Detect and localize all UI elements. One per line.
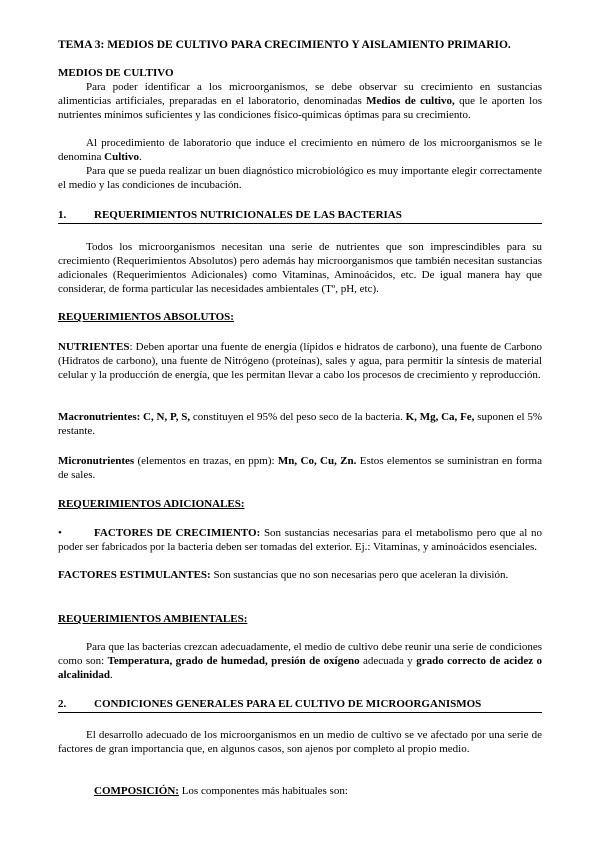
section-1-intro: Todos los microorganismos necesitan una serie de nutrientes que son imprescindibles para su crecimiento (Requerimientos Absolutos) pero además hay microorganismos que también necesitan sustancias adicionales (Requerimientos Adicionales) como Vitaminas, Aminoácidos, etc. De igual manera hay que considerar, de forma particular las necesidades ambientales (Tº, pH, etc). (58, 241, 542, 295)
ambientales-paragraph: Para que las bacterias crezcan adecuadamente, el medio de cultivo debe reunir una serie de condiciones como son: Temperatura, grado de humedad, presión de oxígeno adecuada y grado correcto de acidez o alcalinidad. (58, 641, 542, 681)
medios-heading: MEDIOS DE CULTIVO (58, 67, 174, 79)
adicionales-heading: REQUERIMIENTOS ADICIONALES: (58, 498, 245, 510)
document-title: TEMA 3: MEDIOS DE CULTIVO PARA CRECIMIENTO Y AISLAMIENTO PRIMARIO. (58, 39, 511, 51)
composicion-line: COMPOSICIÓN: Los componentes más habituales son: (94, 785, 348, 797)
ambientales-heading: REQUERIMIENTOS AMBIENTALES: (58, 613, 248, 625)
section-1-number: 1. (58, 209, 67, 221)
medios-paragraph-1: Para poder identificar a los microorganismos, se debe observar su crecimiento en sustancias alimenticias artificiales, preparadas en el laboratorio, denominadas Medios de cultivo, que le aporten los nutrientes mínimos suficientes y las condiciones físico-químicas óptimas para su crecimiento. (58, 81, 542, 121)
macronutrientes-paragraph: Macronutrientes: C, N, P, S, constituyen el 95% del peso seco de la bacteria. K, Mg, Ca, Fe, suponen el 5% restante. (58, 411, 542, 437)
bullet-icon: • (58, 527, 62, 539)
medios-paragraph-3: Para que se pueda realizar un buen diagnóstico microbiológico es muy importante elegir correctamente el medio y las condiciones de incubación. (58, 165, 542, 191)
section-1-heading (58, 208, 542, 224)
section-2-intro: El desarrollo adecuado de los microorganismos en un medio de cultivo se ve afectado por una serie de factores de gran importancia que, en algunos casos, son ajenos por completo al propio medio. (58, 729, 542, 755)
factores-crecimiento-item: • FACTORES DE CRECIMIENTO: Son sustancias necesarias para el metabolismo pero que al no poder ser fabricados por la bacteria deben ser tomadas del exterior. Ej.: Vitaminas, y aminoácidos esenciales. (58, 527, 542, 553)
factores-estimulantes-item: FACTORES ESTIMULANTES: Son sustancias que no son necesarias pero que aceleran la división. (58, 569, 509, 581)
absolutos-heading: REQUERIMIENTOS ABSOLUTOS: (58, 311, 234, 323)
section-2-heading (58, 697, 542, 713)
nutrientes-paragraph: NUTRIENTES: Deben aportar una fuente de energía (lípidos e hidratos de carbono), una fuente de Carbono (Hidratos de carbono), una fuente de Nitrógeno (proteínas), sales y agua, para permitir la síntesis de material celular y la producción de energía, que les permitan llevar a cabo los procesos de crecimiento y reproducción. (58, 341, 542, 381)
micronutrientes-paragraph: Micronutrientes (elementos en trazas, en ppm): Mn, Co, Cu, Zn. Estos elementos se suministran en forma de sales. (58, 455, 542, 481)
section-2-number: 2. (58, 698, 67, 710)
section-2-title: CONDICIONES GENERALES PARA EL CULTIVO DE MICROORGANISMOS (94, 698, 482, 710)
medios-paragraph-2: Al procedimiento de laboratorio que induce el crecimiento en número de los microorganismos se le denomina Cultivo. (58, 137, 542, 163)
section-1-title: REQUERIMIENTOS NUTRICIONALES DE LAS BACTERIAS (94, 209, 402, 221)
